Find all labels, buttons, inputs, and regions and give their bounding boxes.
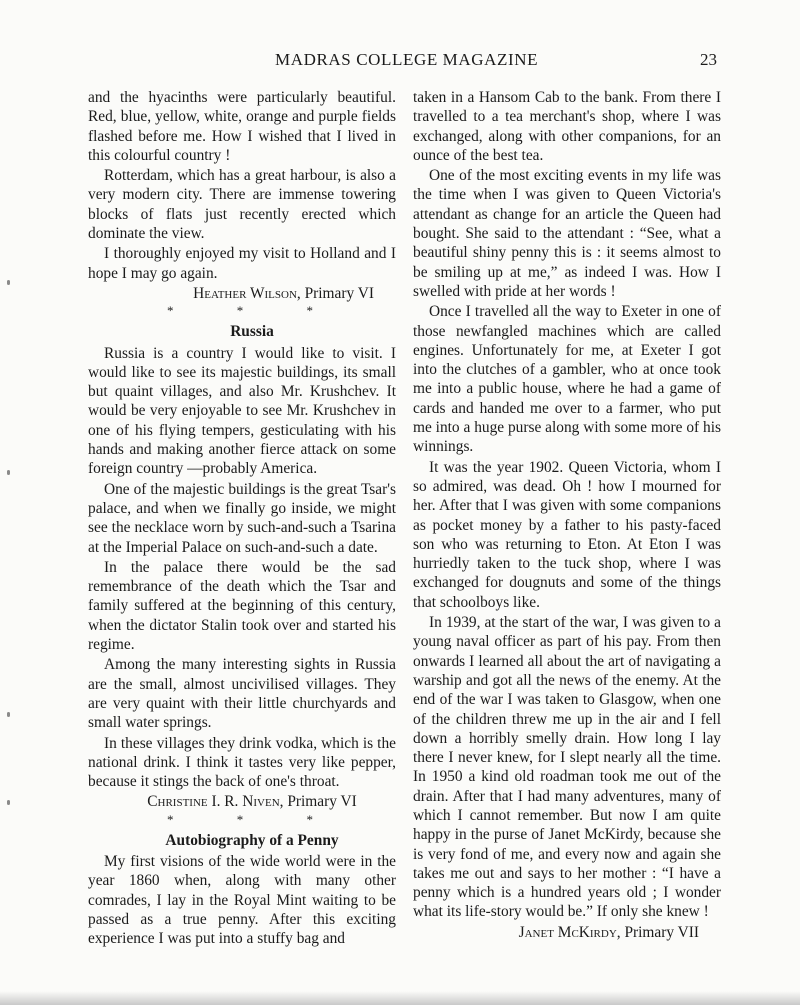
author-name: Janet McKirdy	[518, 923, 617, 941]
penny-paragraph-5: In 1939, at the start of the war, I was given to a young naval officer as part of his pay. From then onwards I learned all about the art of navigating a warship and got all the news of the enemy. At the end of the war I was taken to Glasgow, when one of the children threw me up in the air and I fell down a horribly smelly drain. How long I lay there I never knew, for I slept nearly all the time. In 1950 a kind old roadman took me out of the drain. After that I had many adventures, many of which I cannot remember. But now I am quite happy in the purse of Janet McKirdy, because she is very fond of me, and every now and again she takes me out and says to her mother : “I have a penny which is a hundred years old ; I wonder what its life-story would be.” If only she knew !	[413, 614, 721, 921]
author-name: Christine I. R. Niven	[147, 793, 280, 811]
page-number: 23	[700, 50, 717, 69]
binding-hole-mark	[7, 712, 10, 717]
author-byline-penny	[413, 923, 721, 942]
penny-paragraph-3: Once I travelled all the way to Exeter in one of those newfangled machines which are called engines. Unfortunately for me, at Exeter I got into the clutches of a gambler, who at once took me into a public house, where he had a game of cards and handed me over to a farmer, who put me into a huge purse along with some more of his winnings.	[413, 303, 721, 456]
author-byline-russia	[88, 792, 396, 811]
penny-continuation: taken in a Hansom Cab to the bank. From there I travelled to a tea merchant's shop, where I was exchanged, along with other companions, for an ounce of the best tea.	[413, 89, 721, 164]
author-class: , Primary VI	[296, 284, 374, 302]
page-bottom-edge	[0, 991, 800, 1005]
binding-hole-mark	[7, 470, 10, 475]
binding-hole-mark	[7, 280, 10, 285]
magazine-title: MADRAS COLLEGE MAGAZINE	[275, 50, 539, 69]
author-class: , Primary VI	[279, 793, 357, 811]
russia-paragraph-3: In the palace there would be the sad remembrance of the death which the Tsar and family suffered at the beginning of this century, when the dictator Stalin took over and started his regime.	[88, 558, 396, 654]
section-divider-stars: * * *	[167, 303, 343, 319]
penny-paragraph-4: It was the year 1902. Queen Victoria, whom I so admired, was dead. Oh ! how I mourned for her. After that I was given with some companions as pocket money by a father to his pasty-faced son who was returning to Eton. At Eton I was hurriedly taken to the tuck shop, where I was exchanged for dougnuts and some of the things that schoolboys like.	[413, 458, 721, 611]
holland-paragraph-1: and the hyacinths were particularly beautiful. Red, blue, yellow, white, orange and purple fields flashed before me. How I wished that I lived in this colourful country !	[88, 89, 396, 164]
author-name: Heather Wilson	[193, 284, 297, 302]
holland-paragraph-2: Rotterdam, which has a great harbour, is also a very modern city. There are immense towering blocks of flats just recently erected which dominate the view.	[88, 167, 396, 243]
section-divider-stars: * * *	[167, 811, 343, 827]
binding-hole-mark	[7, 800, 10, 805]
russia-paragraph-5: In these villages they drink vodka, which is the national drink. I think it tastes very like pepper, because it stings the back of one's throat.	[88, 734, 396, 791]
penny-paragraph-2: One of the most exciting events in my life was the time when I was given to Queen Victoria's attendant as change for an article the Queen had bought. She said to the attendant : “See, what a beautiful shiny penny this is : it seems almost to be smiling up at me,” as indeed I was. How I swelled with pride at her words !	[413, 167, 721, 300]
russia-heading: Russia	[230, 323, 274, 341]
russia-paragraph-4: Among the many interesting sights in Russia are the small, almost uncivilised villages. They are very quaint with their little churchyards and small water springs.	[88, 656, 396, 732]
russia-paragraph-1: Russia is a country I would like to visit. I would like to see its majestic buildings, its small but quaint villages, and also Mr. Krushchev. It would be very enjoyable to see Mr. Krushchev in one of his flying tempers, gesticulating with his hands and making another fierce attack on some foreign country —probably America.	[88, 344, 396, 478]
holland-paragraph-3: I thoroughly enjoyed my visit to Holland and I hope I may go again.	[88, 245, 396, 282]
left-column	[88, 88, 396, 949]
penny-heading: Autobiography of a Penny	[165, 831, 339, 849]
author-byline-holland	[88, 284, 396, 303]
right-column	[413, 88, 721, 942]
author-class: , Primary VII	[616, 923, 699, 941]
russia-paragraph-2: One of the majestic buildings is the great Tsar's palace, and when we finally go inside, we might see the necklace worn by such-and-such a Tsarina at the Imperial Palace on such-and-such a date.	[88, 480, 396, 556]
penny-paragraph-1: My first visions of the wide world were in the year 1860 when, along with many other comrades, I lay in the Royal Mint waiting to be passed as a true penny. After this exciting experience I was put into a stuffy bag and	[88, 852, 396, 948]
